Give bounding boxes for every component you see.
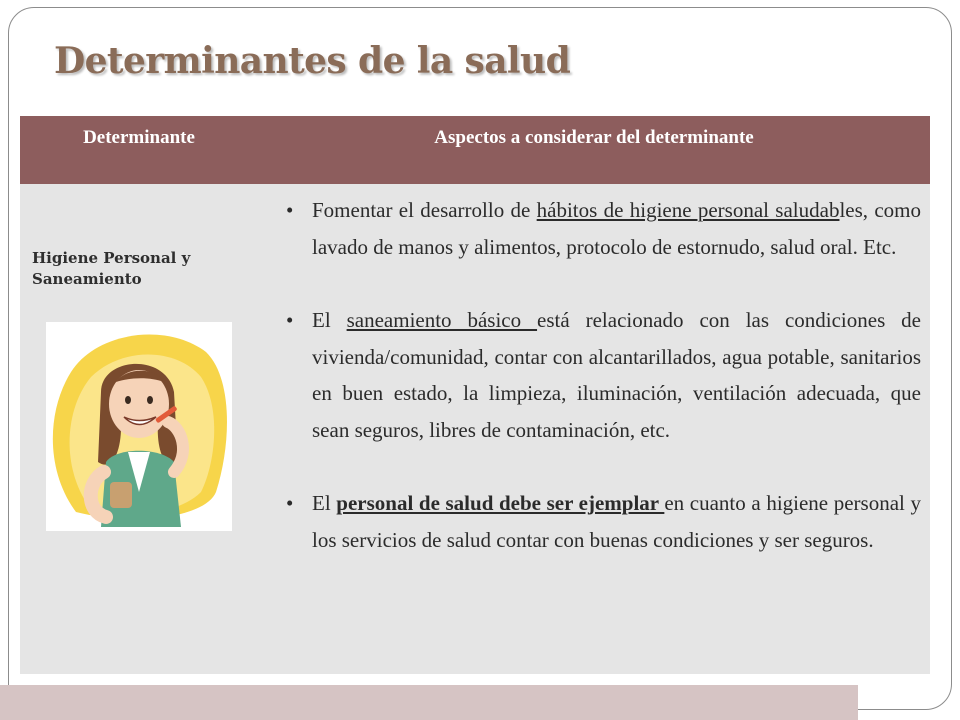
determinants-table: [20, 116, 930, 674]
aspect-item-habits: [286, 192, 922, 265]
aspect-item-health-staff: [286, 485, 921, 558]
aspect-text: les, como lavado de manos y alimentos, protocolo de estornudo, salud oral. Etc.: [312, 198, 922, 259]
aspect-text: El: [312, 308, 347, 332]
aspect-text: está relacionado con las condiciones de vivienda/comunidad, contar con alcantarillados, agua potable, sanitarios en buen estado, la limpieza, iluminación, ventilación adecuada, que sean seguros, libres de contaminación, etc.: [312, 308, 922, 442]
aspect-text: en cuanto a higiene personal y los servicios de salud contar con buenas condiciones y ser seguros.: [312, 491, 921, 552]
underlined-phrase-habits: hábitos de higiene personal saludab: [536, 198, 840, 222]
aspect-text: El: [312, 491, 337, 515]
girl-brushing-teeth-image: [46, 322, 232, 531]
bullet-icon: •: [286, 491, 294, 515]
aspects-list: [286, 192, 922, 558]
aspect-text: Fomentar el desarrollo de: [312, 198, 537, 222]
underlined-phrase-sanitation: saneamiento básico: [346, 308, 538, 332]
slide-title: Determinantes de la salud: [54, 40, 571, 82]
bullet-icon: •: [286, 308, 294, 332]
header-determinante: Determinante: [83, 127, 195, 148]
table-header: [20, 116, 930, 184]
header-aspectos: Aspectos a considerar del determinante: [434, 127, 754, 148]
footer-bar: [0, 685, 858, 720]
determinant-label: Higiene Personal y Saneamiento: [32, 249, 191, 288]
emphasis-phrase-health-staff: personal de salud debe ser ejemplar: [336, 491, 665, 515]
aspect-item-sanitation: [286, 302, 922, 448]
bullet-icon: •: [286, 198, 294, 222]
